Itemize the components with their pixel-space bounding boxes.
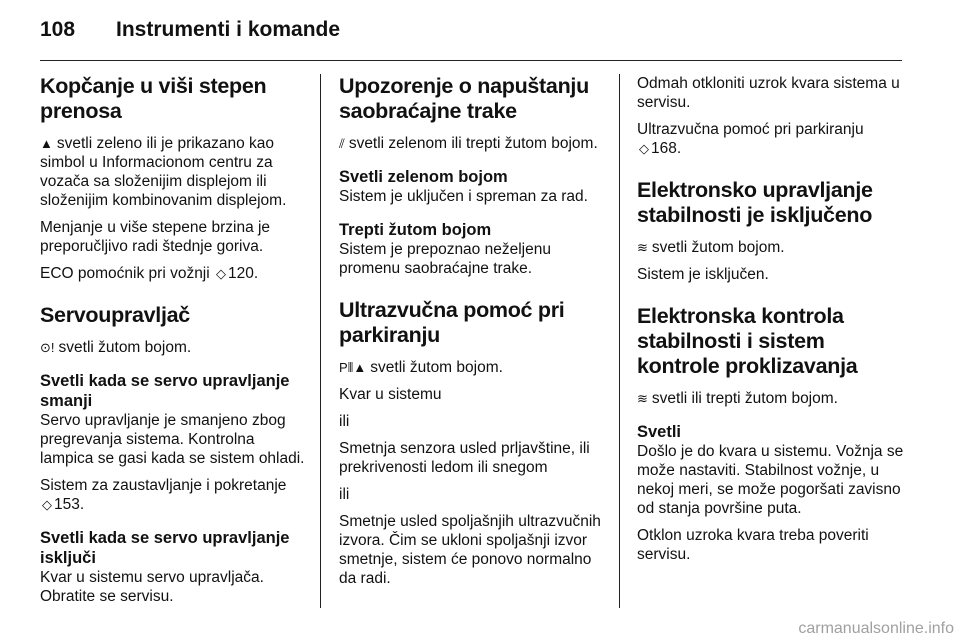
heading-upshift: Kopčanje u viši stepen prenosa [40,74,267,123]
esc-off-icon: ≋ [637,240,648,255]
para-esc-on-2: Otklon uzroka kvara treba poveriti servisu. [637,527,869,563]
column-divider-1 [320,74,321,608]
column-3 [637,74,907,572]
page-ref-icon: ◇ [639,141,649,156]
para-esc-off-2: Sistem je isključen. [637,266,769,283]
subheading-lane-green: Svetli zelenom bojom [339,168,508,186]
heading-esc: Elektronska kontrola stabilnosti i sistem kontrole proklizavanja [637,304,858,378]
heading-lane-departure: Upozorenje o napuštanju saobraćajne trake [339,74,589,123]
page-ref-icon: ◇ [216,266,227,281]
para-upshift-3: ECO pomoćnik pri vožnji ◇ 120. [40,265,259,282]
upshift-icon: ▲ [40,136,53,151]
page-number: 108 [40,18,76,41]
watermark: carmanualsonline.info [798,620,954,637]
para-upshift-1: ▲ svetli zeleno ili je prikazano kao simbol u Informacionom centru za vozača sa složenijim displejom ili složenijim kombinovanim displejom. [40,135,287,209]
page-title: Instrumenti i komande [116,18,341,41]
para-upshift-2: Menjanje u više stepene brzina je preporučljivo radi štednje goriva. [40,219,271,255]
subheading-lane-yellow: Trepti žutom bojom [339,221,492,239]
column-1 [40,74,312,614]
para-lane-yellow: Sistem je prepoznao neželjenu promenu saobraćajne trake. [339,241,551,277]
para-park-3: ili [339,413,350,430]
para-steer-stop: Sistem za zaustavljanje i pokretanje ◇ 153. [40,477,287,513]
para-park-5: ili [339,486,350,503]
para-park-2: Kvar u sistemu [339,386,442,403]
para-esc-off-1: ≋ svetli žutom bojom. [637,239,785,256]
para-lane-1: ⫽ svetli zelenom ili trepti žutom bojom. [339,135,598,152]
heading-parking-assist: Ultrazvučna pomoć pri parkiranju [339,298,565,347]
para-steer-reduced: Servo upravljanje je smanjeno zbog pregrevanja sistema. Kontrolna lampica se gasi kada se sistem ohladi. [40,412,305,467]
para-park-6: Smetnje usled spoljašnjih ultrazvučnih izvora. Čim se ukloni spoljašnji izvor smetnje, sistem će ponovo normalno da radi. [339,513,601,587]
para-steer-off: Kvar u sistemu servo upravljača. Obratite se servisu. [40,569,264,605]
page-ref-link[interactable]: 120. [228,265,259,282]
subheading-steer-reduced: Svetli kada se servo upravljanje smanji [40,372,290,410]
subheading-esc-on: Svetli [637,423,682,441]
header-rule [40,60,902,61]
parking-assist-icon: P⦀▲ [339,360,367,375]
esc-icon: ≋ [637,391,648,406]
subheading-steer-off: Svetli kada se servo upravljanje isključi [40,529,290,567]
heading-power-steering: Servoupravljač [40,303,190,327]
column-2 [339,74,611,596]
para-steer-1: ⊙! svetli žutom bojom. [40,339,192,356]
para-fix: Odmah otkloniti uzrok kvara sistema u servisu. [637,75,900,111]
page-header [40,18,910,48]
para-lane-green: Sistem je uključen i spreman za rad. [339,188,588,205]
para-esc-1: ≋ svetli ili trepti žutom bojom. [637,390,838,407]
para-park-4: Smetnja senzora usled prljavštine, ili prekrivenosti ledom ili snegom [339,440,590,476]
lane-departure-icon: ⫽ [339,136,345,151]
page-ref-link[interactable]: 168. [651,140,682,157]
para-park-1: P⦀▲ svetli žutom bojom. [339,359,503,376]
steering-wheel-icon: ⊙! [40,340,55,355]
page-ref-link[interactable]: 153. [54,496,85,513]
para-esc-on: Došlo je do kvara u sistemu. Vožnja se može nastaviti. Stabilnost vožnje, u nekoj meri, se može pogoršati zavisno od stanja površine puta. [637,443,904,517]
page-ref-icon: ◇ [42,497,52,512]
para-park-ref: Ultrazvučna pomoć pri parkiranju ◇ 168. [637,121,864,157]
heading-esc-off: Elektronsko upravljanje stabilnosti je isključeno [637,178,873,227]
column-divider-2 [619,74,620,608]
